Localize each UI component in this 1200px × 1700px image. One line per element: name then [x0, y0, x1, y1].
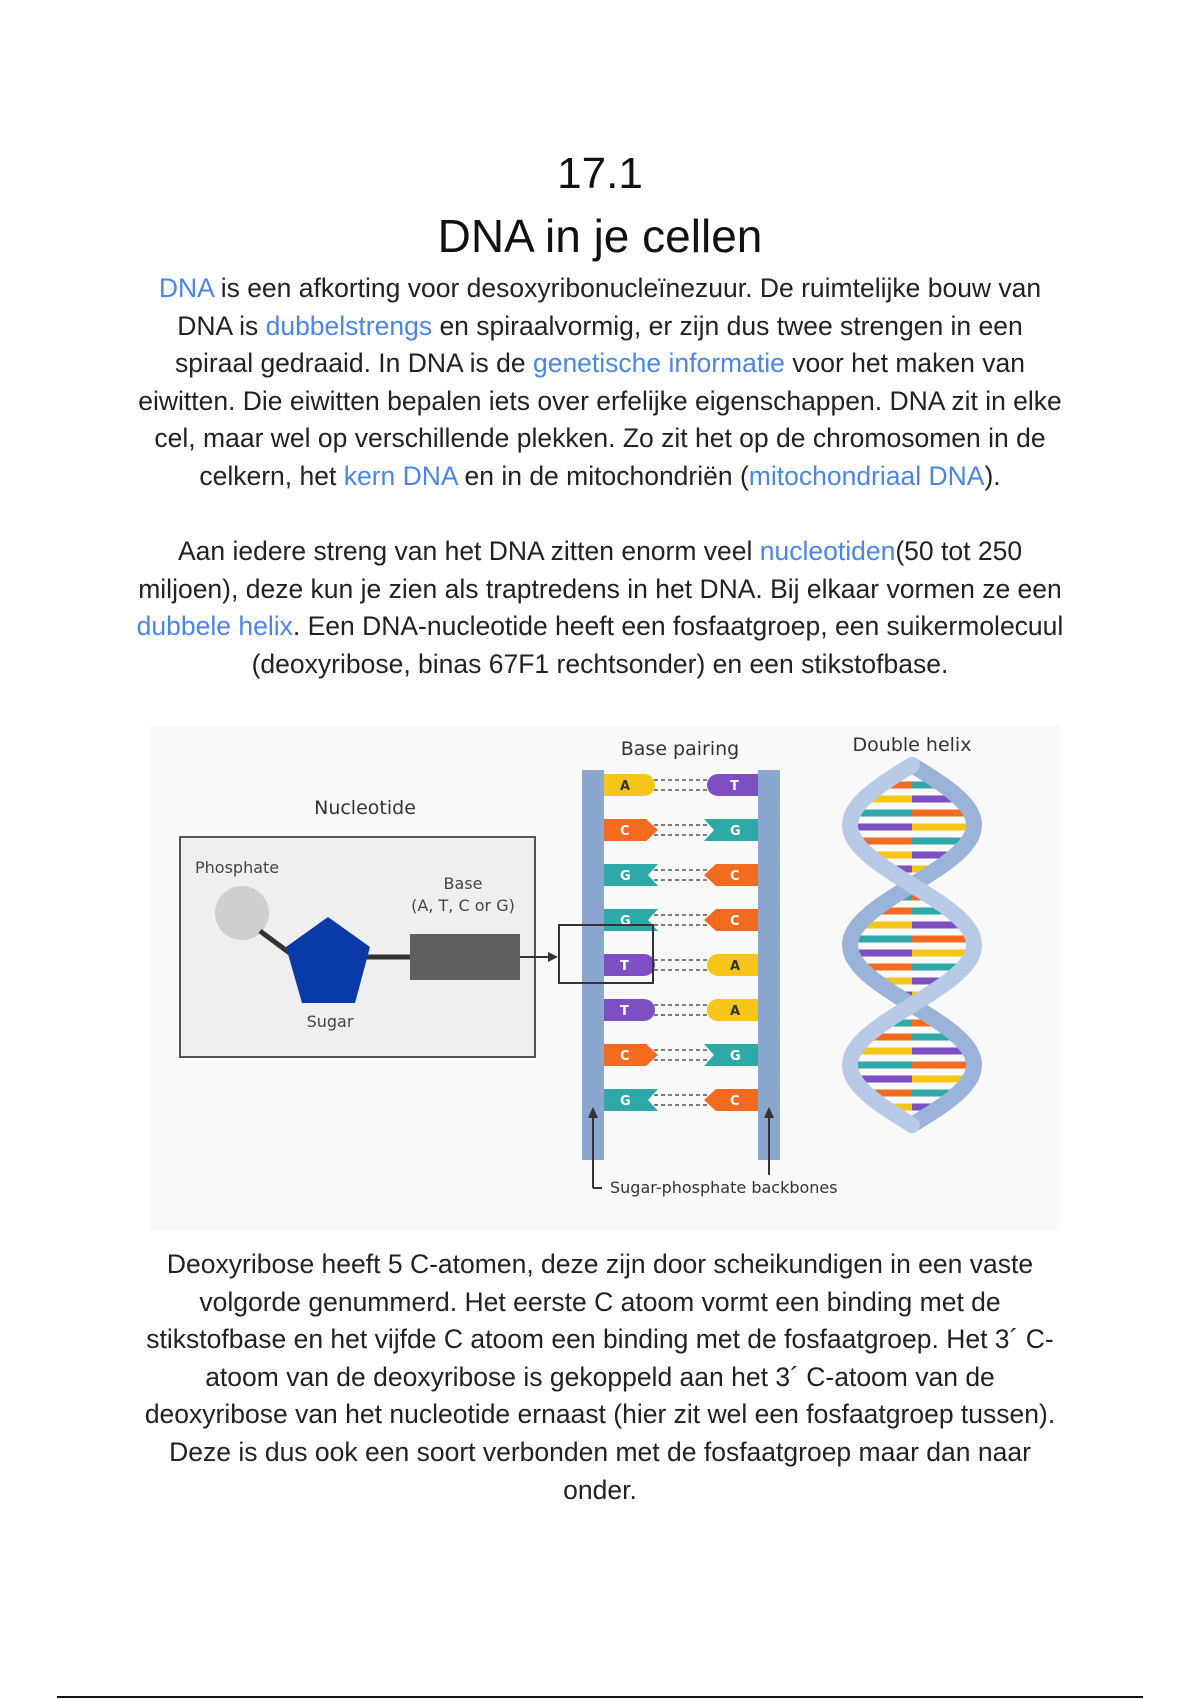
- base-letter-left: A: [620, 779, 631, 794]
- intro-paragraph: [135, 270, 1065, 496]
- footer-divider: [57, 1696, 1143, 1698]
- text-span: en spiraalvormig, er zijn dus twee strengen in een spiraal gedraaid. In DNA is de: [175, 310, 1023, 379]
- base-letter-right: C: [730, 869, 740, 884]
- base-letter-left: T: [620, 1004, 629, 1019]
- base-pairing-title: Base pairing: [620, 738, 740, 760]
- base-letter-right: C: [730, 914, 740, 929]
- term-dubbele-helix: dubbele helix: [136, 611, 293, 642]
- base-letter-left: C: [620, 824, 630, 839]
- base-letter-right: T: [730, 779, 739, 794]
- nucleotide-paragraph: [135, 533, 1065, 683]
- term-genetische-informatie: genetische informatie: [532, 348, 785, 379]
- base-options-label: (A, T, C or G): [411, 896, 515, 915]
- backbone-label: Sugar-phosphate backbones: [610, 1178, 838, 1197]
- base-letter-right: A: [730, 959, 741, 974]
- base-letter-left: C: [620, 1049, 630, 1064]
- text-span: is een afkorting voor desoxyribonucleïnezuur. De ruimtelijke bouw van DNA is: [177, 273, 1042, 341]
- base-left-t: [604, 954, 655, 976]
- base-letter-right: C: [730, 1094, 740, 1109]
- text-span: (50 tot 250 miljoen), deze kun je zien als traptredens in het DNA. Bij elkaar vormen ze een: [138, 536, 1062, 604]
- deoxyribose-paragraph: Deoxyribose heeft 5 C-atomen, deze zijn door scheikundigen in een vaste volgorde genummerd. Het eerste C atoom vormt een binding met de stikstofbase en het vijfde C atoom een binding met de fosfaatgroep. Het 3´ C-atoom van de deoxyribose is gekoppeld aan het 3´ C-atoom van de deoxyribose van het nucleotide ernaast (hier zit wel een fosfaatgroep tussen). Deze is dus ook een soort verbonden met de fosfaatgroep maar dan naar onder.: [144, 1249, 1056, 1505]
- sugar-label: Sugar: [306, 1012, 354, 1031]
- text-span: en in de mitochondriën (: [457, 460, 749, 491]
- page-title: DNA in je cellen: [437, 210, 763, 262]
- base-letter-left: T: [620, 959, 629, 974]
- double-helix-title: Double helix: [852, 734, 972, 756]
- term-dubbelstrengs: dubbelstrengs: [265, 310, 433, 341]
- base-letter-right: G: [730, 1049, 741, 1064]
- base-label: Base: [443, 874, 483, 893]
- chapter-number: 17.1: [557, 149, 643, 198]
- text-span: ).: [984, 460, 1001, 491]
- base-letter-left: G: [620, 1094, 631, 1109]
- text-span: . Een DNA-nucleotide heeft een fosfaatgroep, een suikermolecuul (deoxyribose, binas 67F1 rechtsonder) en een stikstofbase.: [251, 611, 1064, 679]
- base-left-t: [604, 999, 655, 1021]
- term-nucleotiden: nucleotiden: [759, 536, 896, 566]
- dna-diagram: [150, 725, 1060, 1230]
- backbone-left: [582, 770, 604, 1160]
- term-dna: DNA: [158, 273, 214, 303]
- term-kern-dna: kern DNA: [343, 460, 458, 491]
- base-letter-right: G: [730, 824, 741, 839]
- base-block: [410, 934, 520, 980]
- nucleotide-title: Nucleotide: [314, 797, 416, 819]
- base-letter-right: A: [730, 1004, 741, 1019]
- base-letter-left: G: [620, 914, 631, 929]
- base-letter-left: G: [620, 869, 631, 884]
- phosphate-label: Phosphate: [195, 858, 280, 877]
- backbone-right: [758, 770, 780, 1160]
- text-span: voor het maken van eiwitten. Die eiwitten bepalen iets over erfelijke eigenschappen. DNA zit in elke cel, maar wel op verschillende plekken. Zo zit het op de chromosomen in de celkern, het: [138, 348, 1062, 491]
- text-span: Aan iedere streng van het DNA zitten enorm veel: [177, 536, 760, 566]
- term-mitochondriaal-dna: mitochondriaal DNA: [748, 460, 985, 491]
